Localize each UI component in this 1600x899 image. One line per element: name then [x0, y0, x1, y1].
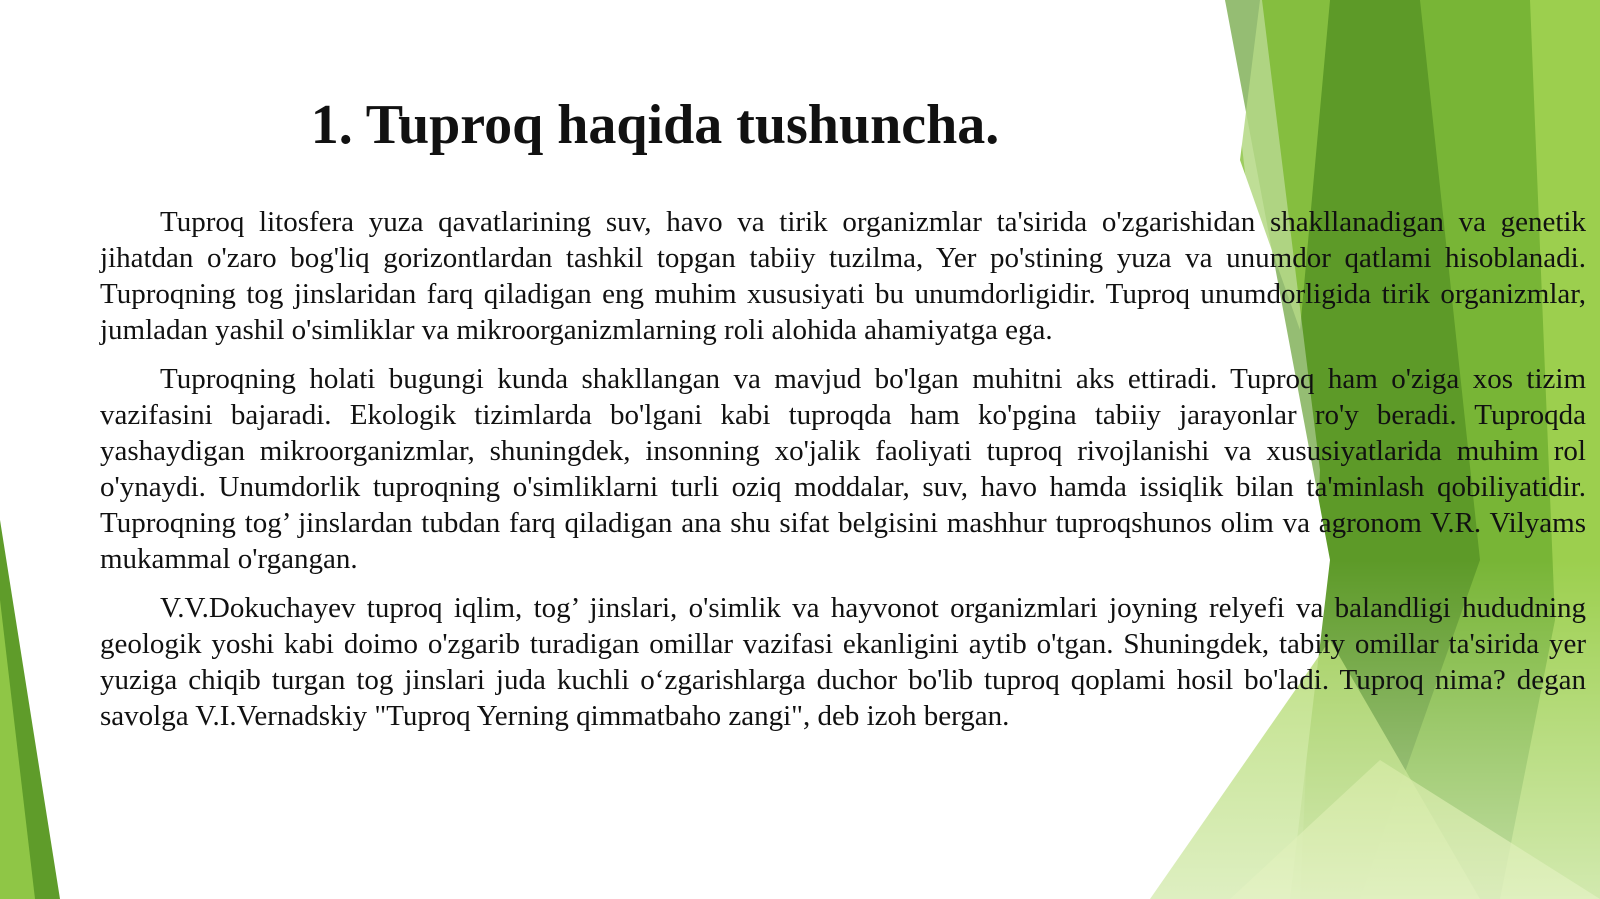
paragraph-2: Tuproqning holati bugungi kunda shakllangan va mavjud bo'lgan muhitni aks ettiradi. Tuproq ham o'ziga xos tizim vazifasini bajaradi. Ekologik tizimlarda bo'lgani kabi tuproqda ham ko'pgina tabiiy jarayonlar ro'y beradi. Tuproqda yashaydigan mikroorganizmlar, shuningdek, insonning xo'jalik faoliyati tuproq rivojlanishi va xususiyatlarida muhim rol o'ynaydi. Unumdorlik tuproqning o'simliklarni turli oziq moddalar, suv, havo hamda issiqlik bilan ta'minlash qobiliyatidir. Tuproqning tog’ jinslardan tubdan farq qiladigan ana shu sifat belgisini mashhur tuproqshunos olim va agronom V.R. Vilyams mukammal o'rgangan.: [100, 363, 1586, 575]
paragraph-3: V.V.Dokuchayev tuproq iqlim, tog’ jinslari, o'simlik va hayvonot organizmlari joyning relyefi va balandligi hududning geologik yoshi kabi doimo o'zgarib turadigan omillar vazifasi ekanligini aytib o'tgan. Shuningdek, tabiiy omillar ta'sirida yer yuziga chiqib turgan tog jinslari juda kuchli o‘zgarishlarga duchor bo'lib tuproq qoplami hosil bo'ladi. Tuproq nima? degan savolga V.I.Vernadskiy "Tuproq Yerning qimmatbaho zangi", deb izoh bergan.: [100, 592, 1586, 732]
paragraph-1: Tuproq litosfera yuza qavatlarining suv, havo va tirik organizmlar ta'sirida o'zgarishidan shakllanadigan va genetik jihatdan o'zaro bog'liq gorizontlardan tashkil topgan tabiiy tuzilma, Yer po'stining yuza va unumdor qatlami hisoblanadi. Tuproqning tog jinslaridan farq qiladigan eng muhim xususiyati bu unumdorligidir. Tuproq unumdorligida tirik organizmlar, jumladan yashil o'simliklar va mikroorganizmlarning roli alohida ahamiyatga ega.: [100, 206, 1586, 346]
slide-body: [100, 204, 1586, 747]
slide-title: 1. Tuproq haqida tushuncha.: [310, 94, 1000, 156]
